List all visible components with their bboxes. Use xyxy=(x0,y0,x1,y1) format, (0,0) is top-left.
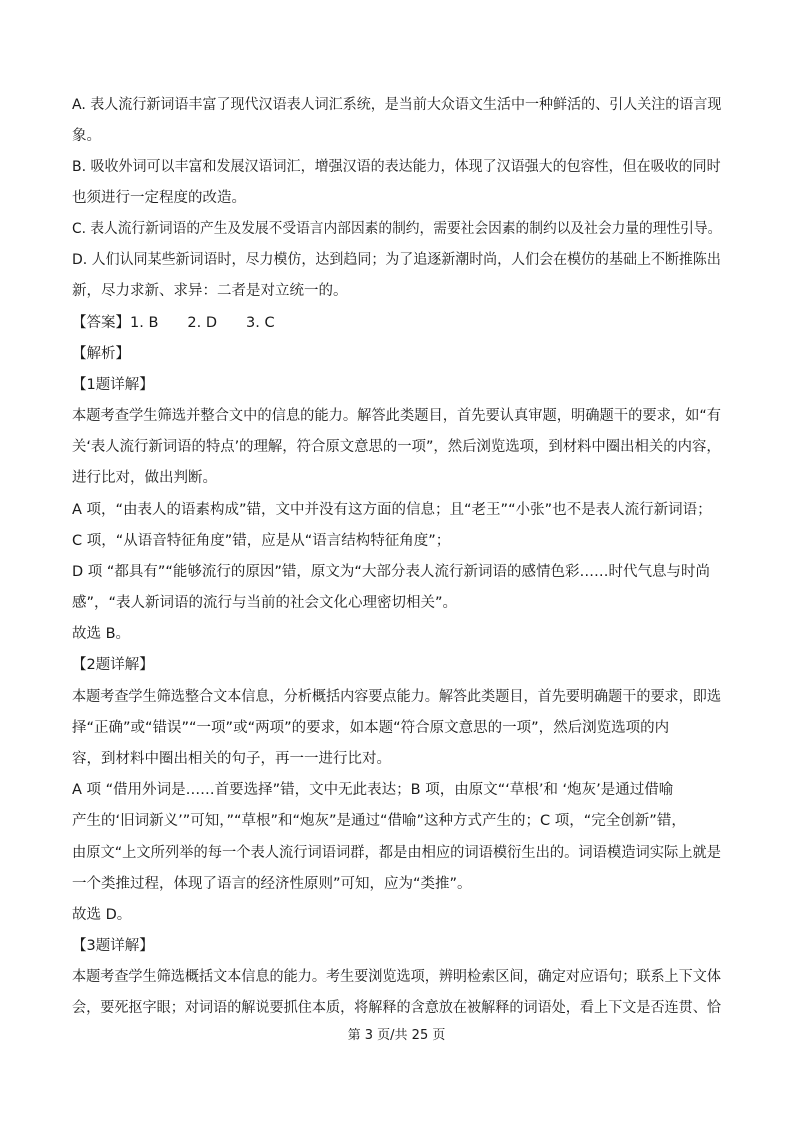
text-line: 一个类推过程，体现了语言的经济性原则”可知，应为“类推”。 xyxy=(72,876,472,892)
text-line: 关‘表人流行新词语的特点’的理解，符合原文意思的一项”，然后浏览选项，到材料中圈出相关的内容， xyxy=(72,439,721,455)
text-line: 故选 B。 xyxy=(72,626,131,642)
text-line: B. 吸收外词可以丰富和发展汉语词汇，增强汉语的表达能力，体现了汉语强大的包容性，但在吸收的同时 xyxy=(72,159,721,175)
text-line: C 项，“从语音特征角度”错，应是从“语言结构特征角度”； xyxy=(72,533,451,549)
text-line: 容，到材料中圈出相关的句子，再一一进行比对。 xyxy=(72,751,391,767)
text-line: 本题考查学生筛选整合文本信息，分析概括内容要点能力。解答此类题目，首先要明确题干的要求，即选 xyxy=(72,689,721,705)
text-line: C. 表人流行新词语的产生及发展不受语言内部因素的制约，需要社会因素的制约以及社会力量的理性引导。 xyxy=(72,221,722,237)
text-line: 本题考查学生筛选并整合文中的信息的能力。解答此类题目，首先要认真审题，明确题干的要求，如“有 xyxy=(72,408,722,424)
page-footer: 第 3 页/共 25 页 xyxy=(347,1028,446,1043)
text-line: D 项 “都具有”“能够流行的原因”错，原文为“大部分表人流行新词语的感情色彩……时代气息与时尚 xyxy=(72,564,710,580)
text-line: 本题考查学生筛选概括文本信息的能力。考生要浏览选项，辨明检索区间，确定对应语句；联系上下文体 xyxy=(72,969,721,985)
text-line: 新，尽力求新、求异：二者是对立统一的。 xyxy=(72,283,348,299)
text-line: 产生的‘旧词新义’”可知，”“草根”和“炮灰”是通过“借喻”这种方式产生的；C 项，“完全创新”错， xyxy=(72,813,686,829)
section-heading: 【3题详解】 xyxy=(72,938,154,954)
section-heading: 【解析】 xyxy=(72,346,130,362)
text-line: D. 人们认同某些新词语时，尽力模仿，达到趋同；为了追逐新潮时尚，人们会在模仿的基础上不断推陈出 xyxy=(72,252,721,268)
section-heading: 【1题详解】 xyxy=(72,377,154,393)
text-line: A 项 “借用外词是……首要选择”错，文中无此表达；B 项，由原文“‘草根’和 ‘炮灰’是通过借喻 xyxy=(72,782,674,798)
text-line: 故选 D。 xyxy=(72,907,132,923)
text-line: 择“正确”或“错误”“一项”或“两项”的要求，如本题“符合原文意思的一项”，然后浏览选项的内 xyxy=(72,720,670,736)
text-line: 感”，“表人新词语的流行与当前的社会文化心理密切相关”。 xyxy=(72,595,458,611)
answer-line: 【答案】1. B 2. D 3. C xyxy=(72,315,275,331)
text-line: A. 表人流行新词语丰富了现代汉语表人词汇系统，是当前大众语文生活中一种鲜活的、引人关注的语言现 xyxy=(72,97,722,113)
text-line: A 项，“由表人的语素构成”错，文中并没有这方面的信息；且“老王”“小张”也不是表人流行新词语； xyxy=(72,502,712,518)
section-heading: 【2题详解】 xyxy=(72,657,154,673)
text-line: 象。 xyxy=(72,128,101,144)
text-line: 由原文“上文所列举的每一个表人流行词语词群，都是由相应的词语模衍生出的。词语模造词实际上就是 xyxy=(72,845,722,861)
text-line: 也须进行一定程度的改造。 xyxy=(72,190,246,206)
text-line: 会，要死抠字眼；对词语的解说要抓住本质，将解释的含意放在被解释的词语处，看上下文是否连贯、恰 xyxy=(72,1000,721,1016)
text-line: 进行比对，做出判断。 xyxy=(72,470,217,486)
